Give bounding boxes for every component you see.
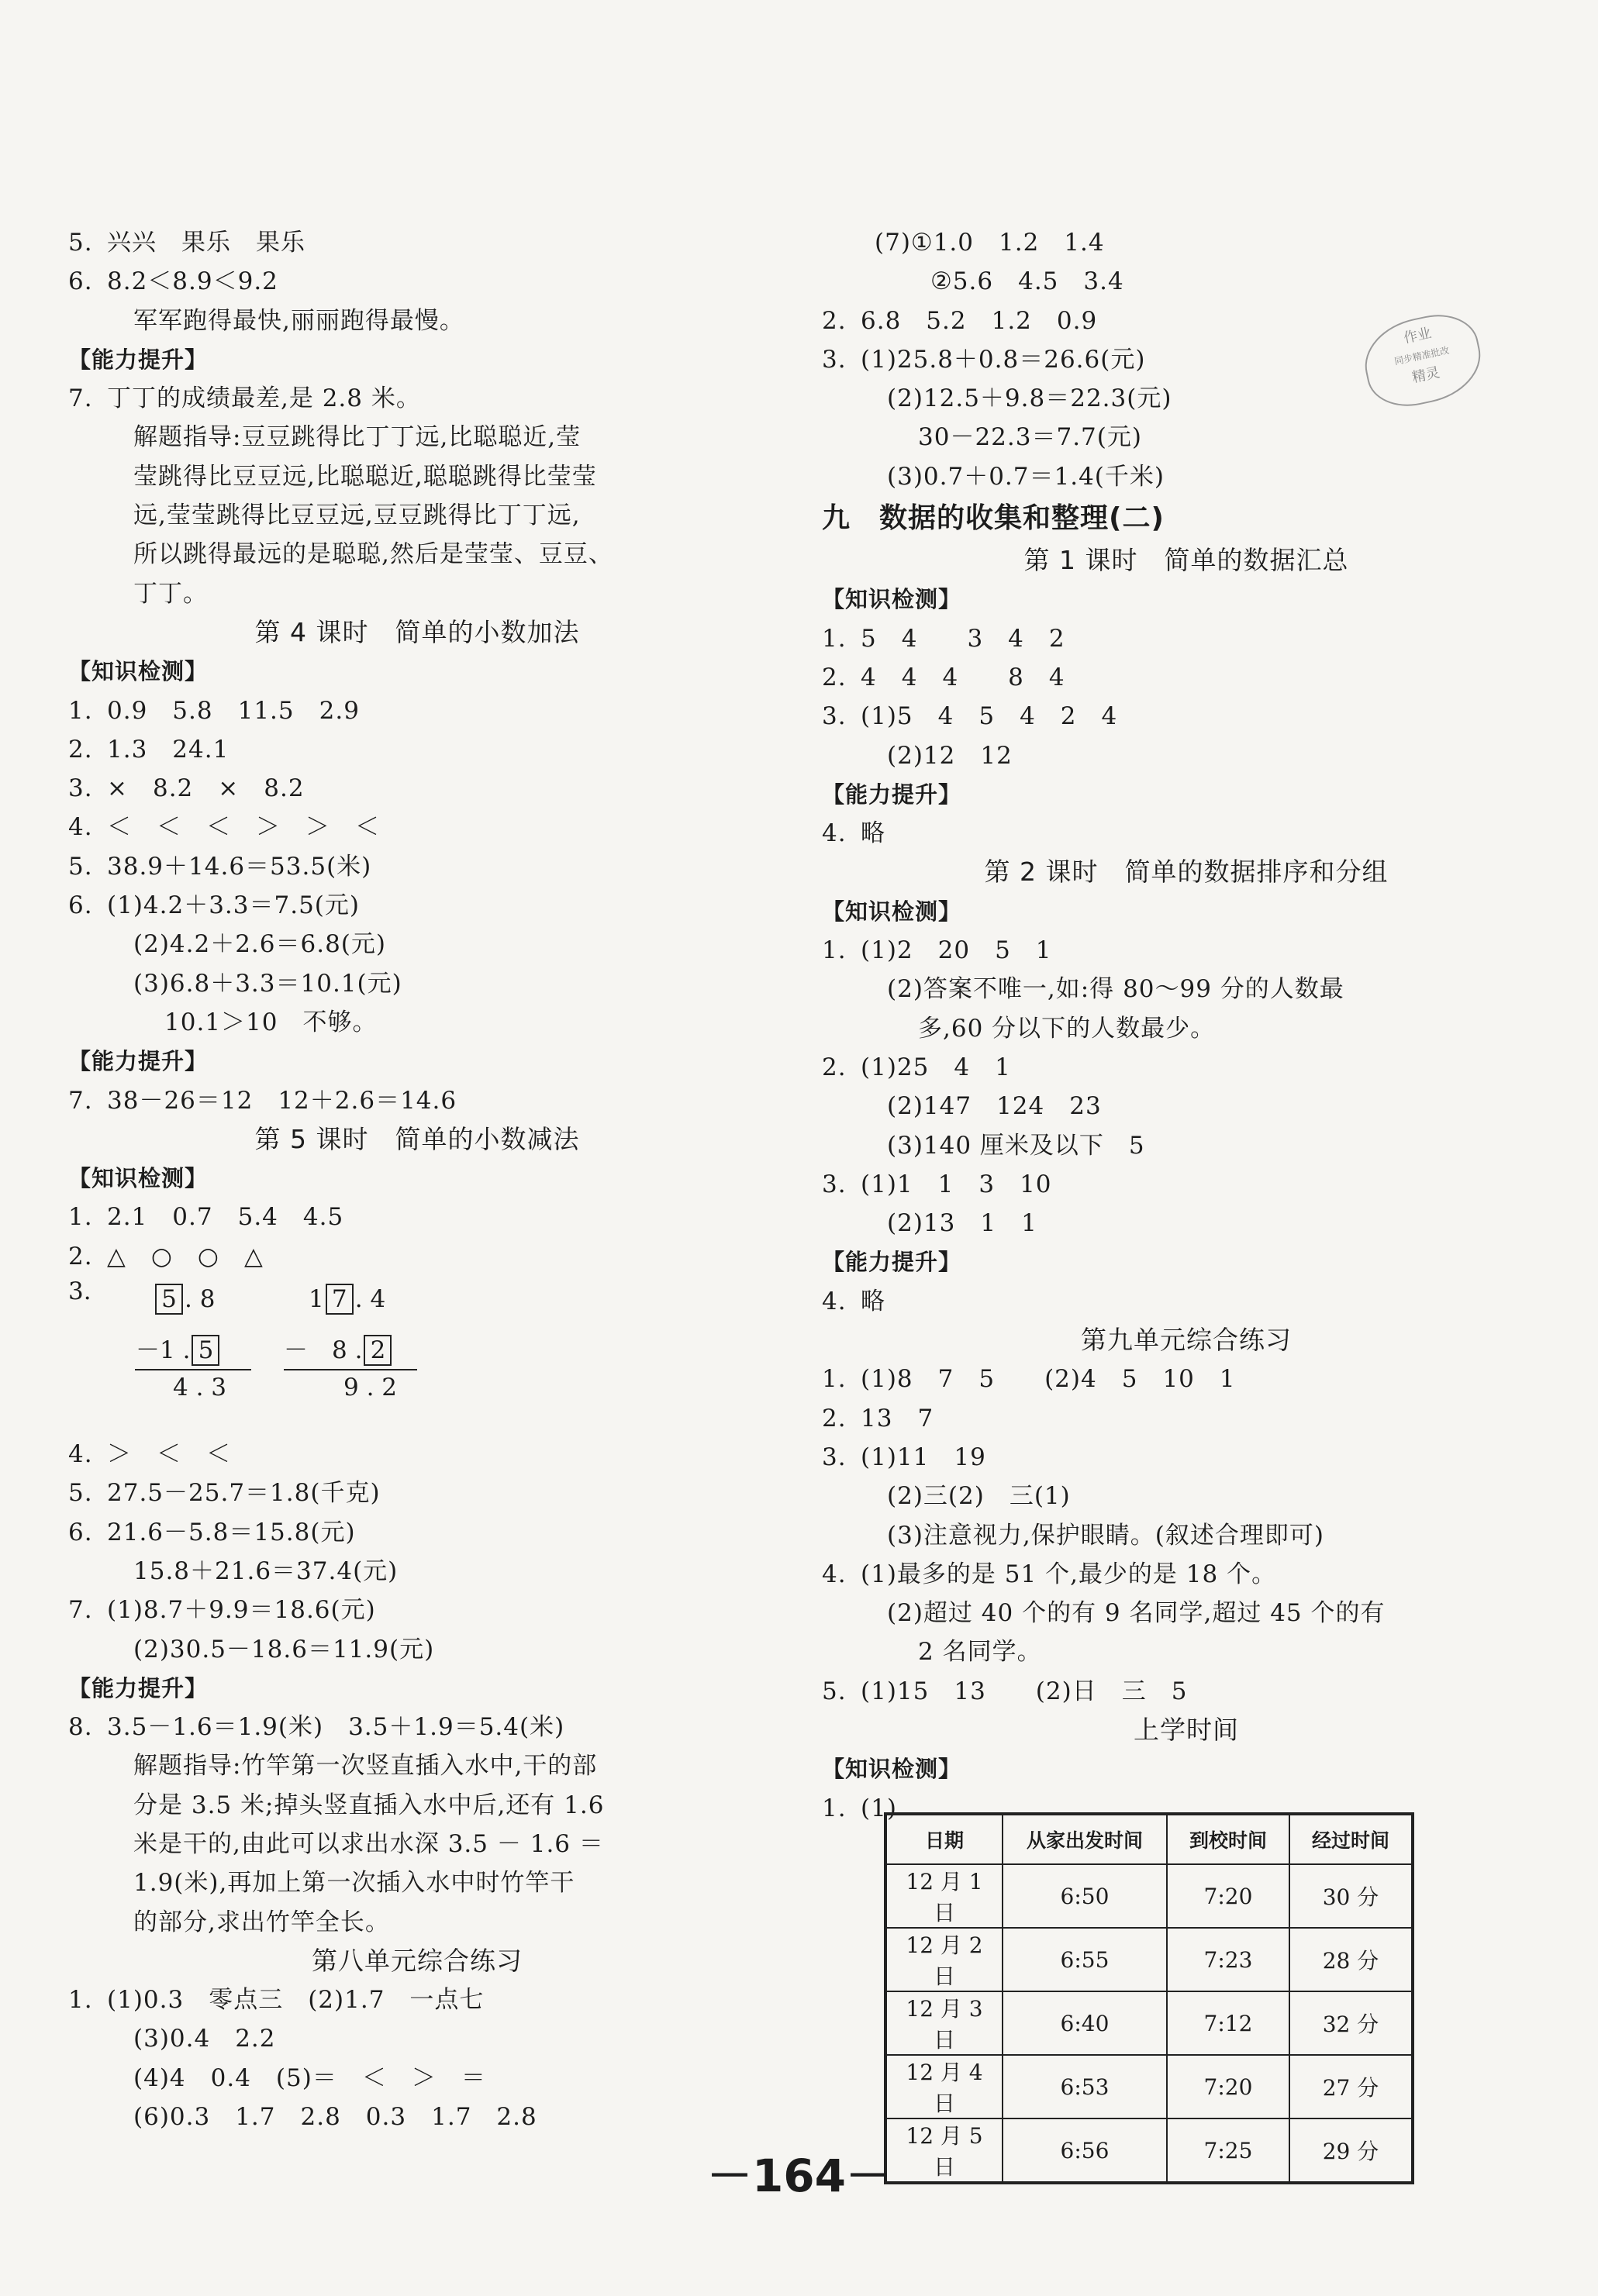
table-row: 12 月 5 日 6:56 7:25 29 分 bbox=[885, 2118, 1413, 2183]
answer-line: 10.1＞10 不够。 bbox=[164, 1008, 378, 1036]
arith-b-top: 1 7 . 4 bbox=[309, 1285, 386, 1314]
answer-line: 6. 8.2＜8.9＜9.2 bbox=[68, 267, 278, 296]
unit-practice-title: 第九单元综合练习 bbox=[1081, 1325, 1292, 1356]
answer-line: 2. △ ○ ○ △ bbox=[68, 1242, 264, 1270]
answer-line: (2)4.2＋2.6＝6.8(元) bbox=[133, 930, 387, 959]
answer-line: 5. (1)15 13 (2)日 三 5 bbox=[822, 1677, 1188, 1705]
fill-box: 7 bbox=[326, 1284, 354, 1315]
section-label-knowledge: 【知识检测】 bbox=[68, 1165, 209, 1192]
section-label-knowledge: 【知识检测】 bbox=[822, 1756, 962, 1783]
answer-line: 5. 38.9＋14.6＝53.5(米) bbox=[68, 852, 372, 881]
answer-line: 3. (1)5 4 5 4 2 4 bbox=[822, 702, 1118, 731]
answer-line: 1. 5 4 3 4 2 bbox=[822, 624, 1065, 653]
unit-title: 九 数据的收集和整理(二) bbox=[822, 502, 1165, 535]
answer-line: (2)答案不唯一,如:得 80～99 分的人数最 bbox=[887, 975, 1344, 1004]
answer-line: 6. 21.6－5.8＝15.8(元) bbox=[68, 1518, 356, 1546]
answer-line: (4)4 0.4 (5)＝ ＜ ＞ ＝ bbox=[133, 2063, 486, 2092]
answer-line: 军军跑得最快,丽丽跑得最慢。 bbox=[133, 306, 464, 335]
explanation-line: 解题指导:豆豆跳得比丁丁远,比聪聪近,莹 bbox=[133, 423, 582, 452]
table-header-row bbox=[885, 1814, 1413, 1864]
table-header: 日期 bbox=[885, 1814, 1003, 1864]
answer-line: (3)0.4 2.2 bbox=[133, 2025, 276, 2053]
answer-line: (6)0.3 1.7 2.8 0.3 1.7 2.8 bbox=[133, 2103, 537, 2132]
section-label-ability: 【能力提升】 bbox=[822, 1249, 962, 1276]
lesson-title: 第 1 课时 简单的数据汇总 bbox=[1023, 545, 1349, 576]
answer-line: 多,60 分以下的人数最少。 bbox=[918, 1014, 1216, 1043]
table-row: 12 月 3 日 6:40 7:12 32 分 bbox=[885, 1991, 1413, 2055]
page-number: －164－ bbox=[706, 2149, 892, 2202]
answer-line: 3. × 8.2 × 8.2 bbox=[68, 774, 305, 803]
table-header: 经过时间 bbox=[1289, 1814, 1413, 1864]
answer-line: (2)12 12 bbox=[887, 741, 1013, 770]
table-row: 12 月 4 日 6:53 7:20 27 分 bbox=[885, 2055, 1413, 2118]
answer-line: 7. 丁丁的成绩最差,是 2.8 米。 bbox=[68, 384, 421, 413]
answer-line: 2 名同学。 bbox=[918, 1638, 1042, 1667]
section-label-ability: 【能力提升】 bbox=[68, 1048, 209, 1075]
explanation-line: 所以跳得最远的是聪聪,然后是莹莹、豆豆、 bbox=[133, 540, 613, 569]
unit-practice-title: 第八单元综合练习 bbox=[312, 1945, 523, 1976]
school-time-table bbox=[884, 1812, 1414, 2184]
arith-a-result: 4 . 3 bbox=[173, 1374, 227, 1402]
fill-box: 5 bbox=[192, 1335, 219, 1366]
answer-line: 15.8＋21.6＝37.4(元) bbox=[133, 1557, 399, 1585]
answer-line: 5. 27.5－25.7＝1.8(千克) bbox=[68, 1479, 381, 1508]
answer-line: 3. (1)11 19 bbox=[822, 1443, 986, 1471]
section-label-knowledge: 【知识检测】 bbox=[68, 658, 209, 685]
answer-line: 7. (1)8.7＋9.9＝18.6(元) bbox=[68, 1596, 376, 1625]
table-row: 12 月 1 日 6:50 7:20 30 分 bbox=[885, 1864, 1413, 1928]
fill-box: 5 bbox=[155, 1284, 183, 1315]
answer-line: 4. 略 bbox=[822, 1287, 885, 1315]
answer-line: (2)13 1 1 bbox=[887, 1209, 1037, 1238]
right-column bbox=[822, 223, 1551, 2180]
answer-line: 30－22.3＝7.7(元) bbox=[918, 423, 1142, 452]
table-header: 到校时间 bbox=[1167, 1814, 1289, 1864]
answer-line: 1. (1)8 7 5 (2)4 5 10 1 bbox=[822, 1365, 1236, 1394]
answer-line: 2. 6.8 5.2 1.2 0.9 bbox=[822, 306, 1098, 335]
arith-b-mid: － 8 . 2 bbox=[284, 1330, 393, 1366]
explanation-line: 的部分,求出竹竿全长。 bbox=[133, 1908, 390, 1936]
explanation-line: 解题指导:竹竿第一次竖直插入水中,干的部 bbox=[133, 1752, 598, 1781]
explanation-line: 远,莹莹跳得比豆豆远,豆豆跳得比丁丁远, bbox=[133, 502, 581, 530]
answer-line: 1. (1)2 20 5 1 bbox=[822, 936, 1052, 965]
section-label-ability: 【能力提升】 bbox=[68, 346, 209, 373]
answer-line: 4. (1)最多的是 51 个,最少的是 18 个。 bbox=[822, 1560, 1277, 1588]
answer-line: 4. ＜ ＜ ＜ ＞ ＞ ＜ bbox=[68, 813, 380, 842]
lesson-title: 第 5 课时 简单的小数减法 bbox=[254, 1123, 580, 1154]
answer-line: (3)0.7＋0.7＝1.4(千米) bbox=[887, 462, 1165, 491]
answer-line: 1. 0.9 5.8 11.5 2.9 bbox=[68, 696, 360, 725]
answer-line: 8. 3.5－1.6＝1.9(米) 3.5＋1.9＝5.4(米) bbox=[68, 1713, 565, 1742]
homework-stamp: 作业 同步精准批改 精灵 bbox=[1357, 307, 1489, 415]
answer-line: 2. 4 4 4 8 4 bbox=[822, 663, 1065, 691]
answer-line: 6. (1)4.2＋3.3＝7.5(元) bbox=[68, 891, 361, 920]
section-label-ability: 【能力提升】 bbox=[822, 781, 962, 808]
answer-line: (3)6.8＋3.3＝10.1(元) bbox=[133, 969, 402, 998]
answer-line: 1. (1) bbox=[822, 1794, 897, 1822]
answer-line: 7. 38－26＝12 12＋2.6＝14.6 bbox=[68, 1086, 457, 1115]
lesson-title: 第 2 课时 简单的数据排序和分组 bbox=[984, 857, 1389, 888]
answer-line: (2)超过 40 个的有 9 名同学,超过 45 个的有 bbox=[887, 1599, 1386, 1628]
answer-line: 5. 兴兴 果乐 果乐 bbox=[68, 229, 305, 257]
lesson-title: 第 4 课时 简单的小数加法 bbox=[254, 616, 580, 647]
explanation-line: 丁丁。 bbox=[133, 579, 208, 608]
table-row: 12 月 2 日 6:55 7:23 28 分 bbox=[885, 1928, 1413, 1991]
arith-a-mid: －1 . 5 bbox=[136, 1330, 221, 1366]
answer-line: (2)30.5－18.6＝11.9(元) bbox=[133, 1635, 435, 1663]
answer-line: (3)注意视力,保护眼睛。(叙述合理即可) bbox=[887, 1521, 1324, 1550]
arith-a-top: 5 . 8 bbox=[154, 1284, 215, 1315]
answer-line: 3. (1)25.8＋0.8＝26.6(元) bbox=[822, 345, 1146, 374]
answer-line: 4. ＞ ＜ ＜ bbox=[68, 1440, 231, 1469]
section-label-knowledge: 【知识检测】 bbox=[822, 898, 962, 925]
answer-line: 4. 略 bbox=[822, 819, 885, 848]
explanation-line: 米是干的,由此可以求出水深 3.5 － 1.6 ＝ bbox=[133, 1829, 604, 1858]
answer-line: (2)12.5＋9.8＝22.3(元) bbox=[887, 384, 1172, 413]
fill-box: 2 bbox=[364, 1335, 392, 1366]
answer-line: (2)147 124 23 bbox=[887, 1092, 1102, 1121]
answer-line: (3)140 厘米及以下 5 bbox=[887, 1131, 1145, 1160]
answer-line: 1. 2.1 0.7 5.4 4.5 bbox=[68, 1203, 344, 1232]
answer-line: 3. (1)1 1 3 10 bbox=[822, 1170, 1052, 1198]
answer-line: 2. 13 7 bbox=[822, 1404, 934, 1432]
answer-line: 1. (1)0.3 零点三 (2)1.7 一点七 bbox=[68, 1986, 485, 2015]
answer-line: (7)①1.0 1.2 1.4 bbox=[875, 229, 1105, 257]
vertical-subtraction: 3. 5 . 8 －1 . 5 4 . 3 1 7 . 4 － 8 . 2 9 . 2 bbox=[68, 1276, 766, 1435]
section-label-ability: 【能力提升】 bbox=[68, 1674, 209, 1701]
explanation-line: 1.9(米),再加上第一次插入水中时竹竿干 bbox=[133, 1869, 575, 1898]
left-column bbox=[68, 223, 766, 2136]
answer-line: 2. 1.3 24.1 bbox=[68, 735, 230, 764]
answer-line: (2)三(2) 三(1) bbox=[887, 1482, 1071, 1511]
explanation-line: 莹跳得比豆豆远,比聪聪近,聪聪跳得比莹莹 bbox=[133, 462, 597, 491]
explanation-line: 分是 3.5 米;掉头竖直插入水中后,还有 1.6 bbox=[133, 1791, 605, 1819]
lesson-title: 上学时间 bbox=[1134, 1714, 1239, 1745]
section-label-knowledge: 【知识检测】 bbox=[822, 586, 962, 613]
table-header: 从家出发时间 bbox=[1003, 1814, 1167, 1864]
answer-line: 2. (1)25 4 1 bbox=[822, 1053, 1011, 1081]
answer-line: ②5.6 4.5 3.4 bbox=[930, 267, 1124, 296]
arith-b-result: 9 . 2 bbox=[343, 1374, 398, 1402]
